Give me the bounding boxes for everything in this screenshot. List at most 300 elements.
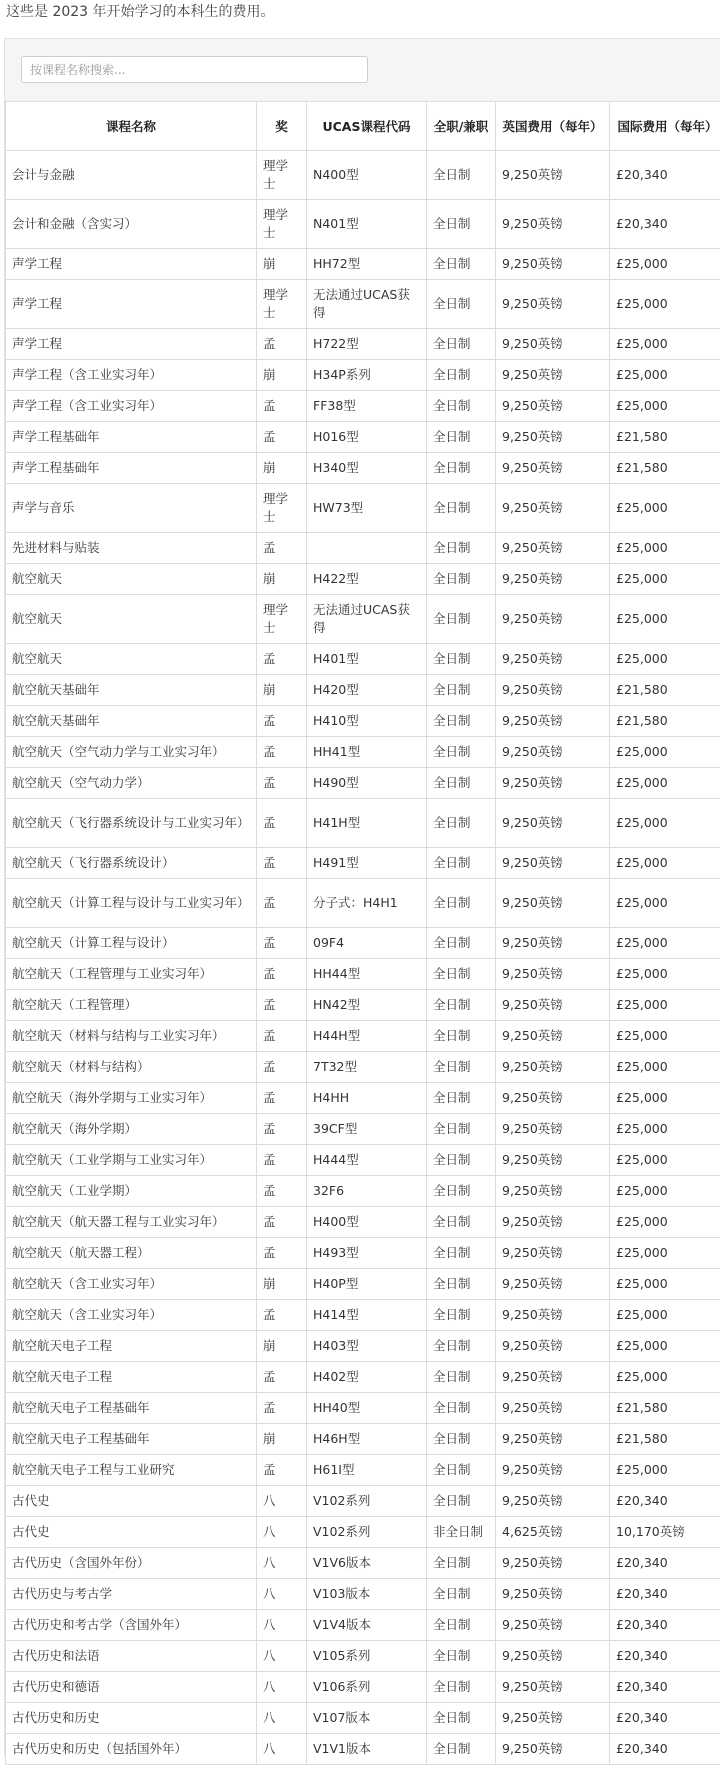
cell-study-mode: 全日制: [427, 484, 496, 533]
table-row: [6, 799, 720, 848]
cell-award: 崩: [257, 453, 307, 484]
cell-ucas-code: 分子式：H4H1: [307, 879, 427, 928]
cell-study-mode: 全日制: [427, 1207, 496, 1238]
cell-award: 崩: [257, 564, 307, 595]
cell-uk-fee: 9,250英镑: [496, 484, 610, 533]
cell-study-mode: 全日制: [427, 1455, 496, 1486]
cell-award: 孟: [257, 1362, 307, 1393]
cell-uk-fee: 9,250英镑: [496, 595, 610, 644]
cell-award: 孟: [257, 737, 307, 768]
cell-ucas-code: 39CF型: [307, 1114, 427, 1145]
cell-ucas-code: 09F4: [307, 928, 427, 959]
cell-international-fee: £25,000: [610, 644, 720, 675]
cell-international-fee: £25,000: [610, 1207, 720, 1238]
table-row: [6, 1424, 720, 1455]
cell-award: 八: [257, 1641, 307, 1672]
cell-uk-fee: 9,250英镑: [496, 280, 610, 329]
cell-award: 崩: [257, 360, 307, 391]
cell-course-name: 航空航天电子工程基础年: [6, 1393, 257, 1424]
cell-international-fee: £20,340: [610, 1486, 720, 1517]
cell-ucas-code: H41H型: [307, 799, 427, 848]
cell-course-name: 航空航天（空气动力学）: [6, 768, 257, 799]
cell-award: 八: [257, 1579, 307, 1610]
cell-study-mode: 全日制: [427, 879, 496, 928]
cell-course-name: 声学与音乐: [6, 484, 257, 533]
cell-course-name: 航空航天（工业学期与工业实习年）: [6, 1145, 257, 1176]
table-row: [6, 422, 720, 453]
cell-uk-fee: 9,250英镑: [496, 1207, 610, 1238]
cell-uk-fee: 9,250英镑: [496, 360, 610, 391]
cell-international-fee: £21,580: [610, 1393, 720, 1424]
table-row: [6, 1083, 720, 1114]
cell-award: 孟: [257, 879, 307, 928]
cell-award: 理学士: [257, 200, 307, 249]
cell-study-mode: 全日制: [427, 1672, 496, 1703]
cell-ucas-code: H44H型: [307, 1021, 427, 1052]
cell-ucas-code: V1V6版本: [307, 1548, 427, 1579]
cell-course-name: 航空航天（航天器工程）: [6, 1238, 257, 1269]
cell-study-mode: 全日制: [427, 200, 496, 249]
table-row: [6, 879, 720, 928]
cell-uk-fee: 9,250英镑: [496, 1176, 610, 1207]
course-fees-table: [5, 101, 720, 1765]
cell-uk-fee: 9,250英镑: [496, 1610, 610, 1641]
cell-course-name: 航空航天（含工业实习年）: [6, 1300, 257, 1331]
cell-uk-fee: 9,250英镑: [496, 768, 610, 799]
table-row: [6, 768, 720, 799]
cell-international-fee: £25,000: [610, 595, 720, 644]
cell-international-fee: £25,000: [610, 768, 720, 799]
cell-study-mode: 全日制: [427, 1424, 496, 1455]
cell-international-fee: £25,000: [610, 1083, 720, 1114]
cell-study-mode: 非全日制: [427, 1517, 496, 1548]
cell-uk-fee: 9,250英镑: [496, 675, 610, 706]
cell-course-name: 会计与金融: [6, 151, 257, 200]
cell-international-fee: £25,000: [610, 1114, 720, 1145]
cell-study-mode: 全日制: [427, 1238, 496, 1269]
cell-award: 理学士: [257, 151, 307, 200]
table-row: [6, 1548, 720, 1579]
cell-award: 孟: [257, 1238, 307, 1269]
table-row: [6, 280, 720, 329]
cell-uk-fee: 9,250英镑: [496, 200, 610, 249]
cell-ucas-code: H491型: [307, 848, 427, 879]
cell-uk-fee: 9,250英镑: [496, 959, 610, 990]
cell-ucas-code: H34P系列: [307, 360, 427, 391]
table-row: [6, 1362, 720, 1393]
cell-award: 八: [257, 1734, 307, 1765]
cell-award: 孟: [257, 928, 307, 959]
cell-international-fee: £25,000: [610, 959, 720, 990]
cell-award: 孟: [257, 848, 307, 879]
cell-international-fee: £25,000: [610, 329, 720, 360]
cell-international-fee: £25,000: [610, 848, 720, 879]
cell-ucas-code: V102系列: [307, 1517, 427, 1548]
cell-award: 八: [257, 1610, 307, 1641]
cell-course-name: 航空航天（材料与结构与工业实习年）: [6, 1021, 257, 1052]
cell-uk-fee: 9,250英镑: [496, 249, 610, 280]
cell-ucas-code: V1V1版本: [307, 1734, 427, 1765]
table-row: [6, 1114, 720, 1145]
cell-ucas-code: FF38型: [307, 391, 427, 422]
cell-study-mode: 全日制: [427, 799, 496, 848]
cell-course-name: 先进材料与贴装: [6, 533, 257, 564]
cell-international-fee: £25,000: [610, 533, 720, 564]
table-row: [6, 1300, 720, 1331]
cell-award: 崩: [257, 1424, 307, 1455]
cell-ucas-code: H414型: [307, 1300, 427, 1331]
table-row: [6, 1238, 720, 1269]
cell-uk-fee: 9,250英镑: [496, 1393, 610, 1424]
table-row: [6, 848, 720, 879]
cell-study-mode: 全日制: [427, 990, 496, 1021]
cell-international-fee: £25,000: [610, 1331, 720, 1362]
cell-course-name: 古代史: [6, 1486, 257, 1517]
course-fees-panel: [4, 38, 720, 1755]
cell-study-mode: 全日制: [427, 391, 496, 422]
cell-course-name: 航空航天（海外学期）: [6, 1114, 257, 1145]
table-row: [6, 533, 720, 564]
cell-course-name: 声学工程（含工业实习年）: [6, 391, 257, 422]
cell-uk-fee: 9,250英镑: [496, 1455, 610, 1486]
cell-ucas-code: V102系列: [307, 1486, 427, 1517]
cell-study-mode: 全日制: [427, 1734, 496, 1765]
cell-study-mode: 全日制: [427, 1548, 496, 1579]
cell-course-name: 航空航天电子工程基础年: [6, 1424, 257, 1455]
cell-course-name: 航空航天: [6, 564, 257, 595]
table-row: [6, 1145, 720, 1176]
cell-study-mode: 全日制: [427, 737, 496, 768]
cell-study-mode: 全日制: [427, 1703, 496, 1734]
table-row: [6, 1393, 720, 1424]
cell-course-name: 航空航天（计算工程与设计与工业实习年）: [6, 879, 257, 928]
cell-ucas-code: H422型: [307, 564, 427, 595]
cell-uk-fee: 9,250英镑: [496, 564, 610, 595]
header-award[interactable]: 奖: [257, 102, 307, 151]
cell-uk-fee: 9,250英镑: [496, 737, 610, 768]
cell-uk-fee: 9,250英镑: [496, 422, 610, 453]
cell-ucas-code: V106系列: [307, 1672, 427, 1703]
table-row: [6, 200, 720, 249]
table-row: [6, 1641, 720, 1672]
cell-study-mode: 全日制: [427, 768, 496, 799]
cell-international-fee: £25,000: [610, 990, 720, 1021]
table-row: [6, 453, 720, 484]
cell-award: 孟: [257, 1207, 307, 1238]
cell-ucas-code: [307, 533, 427, 564]
cell-award: 孟: [257, 391, 307, 422]
cell-ucas-code: H40P型: [307, 1269, 427, 1300]
cell-award: 孟: [257, 706, 307, 737]
cell-uk-fee: 9,250英镑: [496, 1362, 610, 1393]
cell-ucas-code: 7T32型: [307, 1052, 427, 1083]
table-row: [6, 644, 720, 675]
table-row: [6, 1176, 720, 1207]
cell-course-name: 航空航天电子工程: [6, 1331, 257, 1362]
cell-international-fee: £25,000: [610, 1269, 720, 1300]
cell-course-name: 古代历史与考古学: [6, 1579, 257, 1610]
cell-uk-fee: 9,250英镑: [496, 1486, 610, 1517]
cell-ucas-code: HW73型: [307, 484, 427, 533]
cell-international-fee: £25,000: [610, 1176, 720, 1207]
cell-uk-fee: 9,250英镑: [496, 1548, 610, 1579]
cell-uk-fee: 9,250英镑: [496, 644, 610, 675]
cell-course-name: 航空航天（工程管理）: [6, 990, 257, 1021]
cell-study-mode: 全日制: [427, 1486, 496, 1517]
cell-ucas-code: 32F6: [307, 1176, 427, 1207]
cell-international-fee: £21,580: [610, 422, 720, 453]
cell-ucas-code: 无法通过UCAS获得: [307, 595, 427, 644]
cell-uk-fee: 9,250英镑: [496, 533, 610, 564]
cell-study-mode: 全日制: [427, 1021, 496, 1052]
cell-international-fee: £25,000: [610, 1145, 720, 1176]
cell-award: 八: [257, 1672, 307, 1703]
cell-study-mode: 全日制: [427, 564, 496, 595]
cell-international-fee: £20,340: [610, 151, 720, 200]
cell-international-fee: £20,340: [610, 1548, 720, 1579]
cell-study-mode: 全日制: [427, 595, 496, 644]
header-uk-fee[interactable]: 英国费用（每年）: [496, 102, 610, 151]
header-course-name[interactable]: 课程名称: [6, 102, 257, 151]
cell-ucas-code: V105系列: [307, 1641, 427, 1672]
cell-ucas-code: HN42型: [307, 990, 427, 1021]
cell-award: 孟: [257, 1052, 307, 1083]
cell-international-fee: £21,580: [610, 1424, 720, 1455]
cell-international-fee: £25,000: [610, 391, 720, 422]
cell-course-name: 古代历史和历史（包括国外年）: [6, 1734, 257, 1765]
cell-uk-fee: 9,250英镑: [496, 1703, 610, 1734]
cell-international-fee: £20,340: [610, 1610, 720, 1641]
cell-award: 孟: [257, 533, 307, 564]
cell-uk-fee: 9,250英镑: [496, 1238, 610, 1269]
cell-award: 八: [257, 1486, 307, 1517]
cell-ucas-code: H444型: [307, 1145, 427, 1176]
cell-international-fee: £25,000: [610, 1052, 720, 1083]
cell-uk-fee: 9,250英镑: [496, 453, 610, 484]
cell-ucas-code: H016型: [307, 422, 427, 453]
cell-international-fee: £20,340: [610, 1579, 720, 1610]
table-row: [6, 1579, 720, 1610]
cell-international-fee: £25,000: [610, 879, 720, 928]
table-row: [6, 329, 720, 360]
cell-international-fee: £25,000: [610, 1021, 720, 1052]
cell-study-mode: 全日制: [427, 1176, 496, 1207]
cell-study-mode: 全日制: [427, 360, 496, 391]
cell-award: 孟: [257, 959, 307, 990]
cell-award: 理学士: [257, 280, 307, 329]
cell-ucas-code: V103版本: [307, 1579, 427, 1610]
cell-study-mode: 全日制: [427, 1610, 496, 1641]
cell-study-mode: 全日制: [427, 533, 496, 564]
cell-award: 八: [257, 1548, 307, 1579]
table-row: [6, 737, 720, 768]
cell-course-name: 航空航天电子工程与工业研究: [6, 1455, 257, 1486]
cell-international-fee: £20,340: [610, 1734, 720, 1765]
table-row: [6, 1672, 720, 1703]
table-row: [6, 1734, 720, 1765]
cell-uk-fee: 9,250英镑: [496, 848, 610, 879]
cell-award: 崩: [257, 1269, 307, 1300]
cell-award: 孟: [257, 990, 307, 1021]
cell-study-mode: 全日制: [427, 151, 496, 200]
cell-ucas-code: H4HH: [307, 1083, 427, 1114]
cell-study-mode: 全日制: [427, 1114, 496, 1145]
table-row: [6, 1455, 720, 1486]
cell-ucas-code: V1V4版本: [307, 1610, 427, 1641]
cell-ucas-code: H401型: [307, 644, 427, 675]
table-row: [6, 391, 720, 422]
cell-course-name: 航空航天（含工业实习年）: [6, 1269, 257, 1300]
cell-award: 孟: [257, 768, 307, 799]
cell-international-fee: £25,000: [610, 737, 720, 768]
cell-award: 八: [257, 1517, 307, 1548]
cell-course-name: 声学工程: [6, 280, 257, 329]
cell-study-mode: 全日制: [427, 675, 496, 706]
table-row: [6, 1486, 720, 1517]
cell-course-name: 古代历史和历史: [6, 1703, 257, 1734]
table-row: [6, 928, 720, 959]
cell-course-name: 航空航天（航天器工程与工业实习年）: [6, 1207, 257, 1238]
cell-uk-fee: 9,250英镑: [496, 799, 610, 848]
cell-course-name: 航空航天（海外学期与工业实习年）: [6, 1083, 257, 1114]
cell-uk-fee: 9,250英镑: [496, 329, 610, 360]
cell-course-name: 会计和金融（含实习）: [6, 200, 257, 249]
cell-study-mode: 全日制: [427, 249, 496, 280]
header-study-mode[interactable]: 全职/兼职: [427, 102, 496, 151]
cell-award: 理学士: [257, 595, 307, 644]
cell-award: 孟: [257, 329, 307, 360]
cell-international-fee: 10,170英镑: [610, 1517, 720, 1548]
cell-award: 孟: [257, 1083, 307, 1114]
course-search-input[interactable]: [21, 56, 368, 83]
cell-course-name: 古代历史和考古学（含国外年）: [6, 1610, 257, 1641]
cell-study-mode: 全日制: [427, 1300, 496, 1331]
cell-ucas-code: H493型: [307, 1238, 427, 1269]
cell-course-name: 声学工程基础年: [6, 453, 257, 484]
cell-ucas-code: H400型: [307, 1207, 427, 1238]
cell-award: 崩: [257, 249, 307, 280]
table-row: [6, 990, 720, 1021]
cell-award: 孟: [257, 1145, 307, 1176]
cell-uk-fee: 9,250英镑: [496, 391, 610, 422]
cell-ucas-code: H403型: [307, 1331, 427, 1362]
cell-award: 孟: [257, 644, 307, 675]
cell-international-fee: £25,000: [610, 1455, 720, 1486]
cell-study-mode: 全日制: [427, 329, 496, 360]
cell-award: 孟: [257, 1114, 307, 1145]
cell-study-mode: 全日制: [427, 422, 496, 453]
cell-international-fee: £21,580: [610, 453, 720, 484]
cell-international-fee: £25,000: [610, 360, 720, 391]
table-row: [6, 564, 720, 595]
cell-international-fee: £21,580: [610, 706, 720, 737]
cell-international-fee: £21,580: [610, 675, 720, 706]
cell-course-name: 航空航天电子工程: [6, 1362, 257, 1393]
table-header-row: [6, 102, 720, 151]
cell-course-name: 航空航天基础年: [6, 706, 257, 737]
cell-international-fee: £20,340: [610, 1703, 720, 1734]
table-row: [6, 151, 720, 200]
cell-uk-fee: 9,250英镑: [496, 1424, 610, 1455]
cell-course-name: 古代历史（含国外年份）: [6, 1548, 257, 1579]
cell-international-fee: £25,000: [610, 280, 720, 329]
cell-uk-fee: 9,250英镑: [496, 151, 610, 200]
intro-text: 这些是 2023 年开始学习的本科生的费用。: [6, 2, 275, 22]
cell-course-name: 航空航天（工程管理与工业实习年）: [6, 959, 257, 990]
cell-study-mode: 全日制: [427, 1393, 496, 1424]
cell-uk-fee: 9,250英镑: [496, 1083, 610, 1114]
cell-international-fee: £25,000: [610, 1238, 720, 1269]
cell-course-name: 航空航天（飞行器系统设计与工业实习年）: [6, 799, 257, 848]
cell-study-mode: 全日制: [427, 280, 496, 329]
cell-uk-fee: 9,250英镑: [496, 1672, 610, 1703]
header-international-fee[interactable]: 国际费用（每年）: [610, 102, 720, 151]
cell-uk-fee: 9,250英镑: [496, 1145, 610, 1176]
cell-uk-fee: 9,250英镑: [496, 928, 610, 959]
cell-course-name: 航空航天: [6, 595, 257, 644]
cell-international-fee: £20,340: [610, 200, 720, 249]
cell-uk-fee: 9,250英镑: [496, 1052, 610, 1083]
cell-course-name: 古代历史和法语: [6, 1641, 257, 1672]
cell-course-name: 声学工程基础年: [6, 422, 257, 453]
cell-ucas-code: V107版本: [307, 1703, 427, 1734]
cell-course-name: 航空航天: [6, 644, 257, 675]
cell-course-name: 声学工程: [6, 329, 257, 360]
cell-study-mode: 全日制: [427, 1641, 496, 1672]
cell-course-name: 航空航天（飞行器系统设计）: [6, 848, 257, 879]
cell-study-mode: 全日制: [427, 644, 496, 675]
cell-study-mode: 全日制: [427, 1145, 496, 1176]
cell-award: 孟: [257, 799, 307, 848]
cell-uk-fee: 4,625英镑: [496, 1517, 610, 1548]
cell-award: 孟: [257, 1176, 307, 1207]
table-row: [6, 249, 720, 280]
cell-ucas-code: HH44型: [307, 959, 427, 990]
cell-course-name: 声学工程: [6, 249, 257, 280]
cell-course-name: 航空航天（工业学期）: [6, 1176, 257, 1207]
cell-award: 理学士: [257, 484, 307, 533]
cell-uk-fee: 9,250英镑: [496, 1021, 610, 1052]
cell-ucas-code: HH40型: [307, 1393, 427, 1424]
cell-international-fee: £25,000: [610, 928, 720, 959]
cell-ucas-code: H402型: [307, 1362, 427, 1393]
table-row: [6, 484, 720, 533]
cell-international-fee: £25,000: [610, 1300, 720, 1331]
header-ucas-code[interactable]: UCAS课程代码: [307, 102, 427, 151]
table-row: [6, 675, 720, 706]
cell-course-name: 声学工程（含工业实习年）: [6, 360, 257, 391]
cell-study-mode: 全日制: [427, 1052, 496, 1083]
cell-award: 崩: [257, 675, 307, 706]
cell-uk-fee: 9,250英镑: [496, 706, 610, 737]
cell-course-name: 古代史: [6, 1517, 257, 1548]
cell-uk-fee: 9,250英镑: [496, 879, 610, 928]
cell-ucas-code: H61I型: [307, 1455, 427, 1486]
cell-uk-fee: 9,250英镑: [496, 1331, 610, 1362]
cell-ucas-code: 无法通过UCAS获得: [307, 280, 427, 329]
cell-ucas-code: H490型: [307, 768, 427, 799]
table-row: [6, 1052, 720, 1083]
table-row: [6, 595, 720, 644]
cell-award: 孟: [257, 1455, 307, 1486]
cell-course-name: 航空航天基础年: [6, 675, 257, 706]
cell-study-mode: 全日制: [427, 928, 496, 959]
cell-uk-fee: 9,250英镑: [496, 1114, 610, 1145]
cell-award: 崩: [257, 1331, 307, 1362]
cell-ucas-code: H340型: [307, 453, 427, 484]
cell-study-mode: 全日制: [427, 1083, 496, 1114]
cell-award: 孟: [257, 422, 307, 453]
